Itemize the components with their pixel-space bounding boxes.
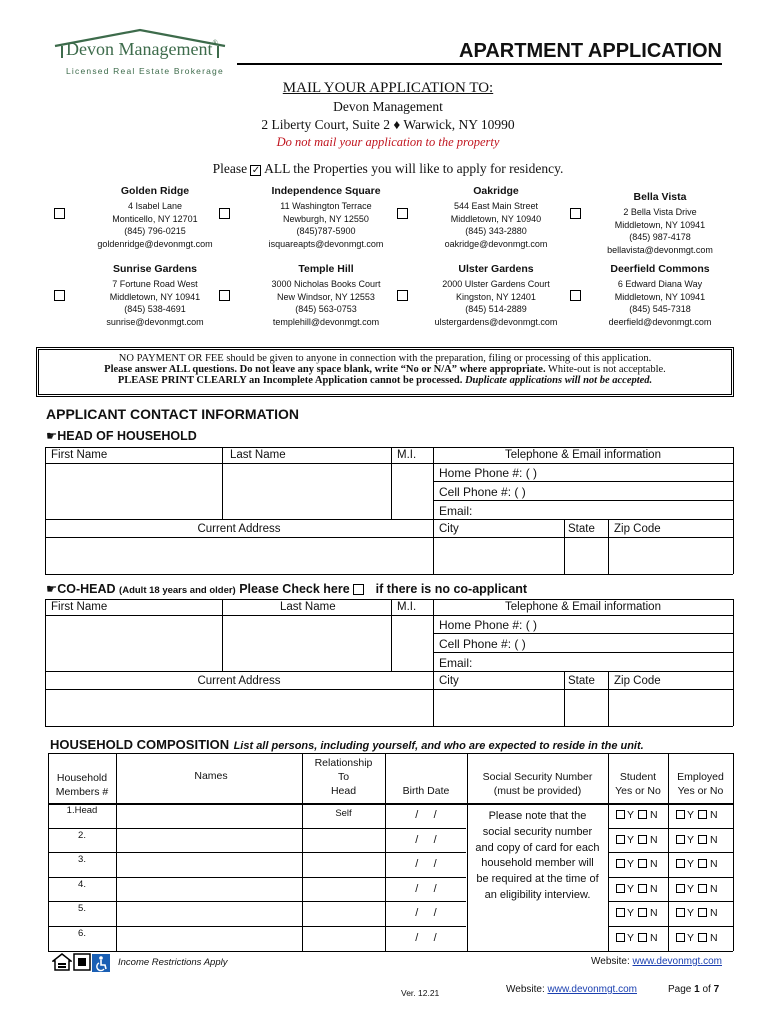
yes-label: Y (687, 932, 695, 944)
member-number: 2. (78, 829, 86, 841)
table-rule (608, 828, 733, 829)
form-rule (433, 519, 733, 520)
property-checkbox-3[interactable] (397, 208, 408, 219)
footer-website-top: Website: www.devonmgt.com (591, 956, 722, 967)
property-detail: 3000 Nicholas Books Court (271, 279, 381, 289)
property-checkbox-2[interactable] (219, 208, 230, 219)
birth-date-cell[interactable]: / / (415, 907, 437, 920)
property-name: Ulster Gardens (458, 263, 534, 275)
email-label: Email: (439, 656, 473, 670)
property-card (416, 185, 576, 250)
realtor-icon (73, 952, 91, 972)
yes-label: Y (687, 809, 695, 821)
table-rule (608, 852, 733, 853)
city-label: City (439, 675, 459, 687)
employed-no-checkbox[interactable] (698, 835, 707, 844)
yes-label: Y (627, 809, 635, 821)
table-rule (48, 753, 733, 754)
mi-label: M.I. (397, 601, 417, 613)
birth-date-cell[interactable]: / / (415, 932, 437, 944)
property-detail: ulstergardens@devonmgt.com (434, 316, 558, 327)
yes-label: Y (687, 858, 695, 871)
page-number: Page 1 of 7 (668, 984, 720, 995)
student-yes-checkbox[interactable] (616, 908, 625, 917)
property-detail: Kingston, NY 12401 (456, 291, 536, 302)
relationship-cell[interactable]: Self (335, 808, 352, 819)
property-name: Independence Square (271, 185, 381, 197)
employed-yes-no (676, 834, 718, 846)
col-member-header: Members # (55, 786, 109, 798)
form-rule (45, 726, 733, 727)
student-yes-checkbox[interactable] (616, 933, 625, 942)
property-name: Deerfield Commons (610, 263, 710, 275)
member-name-input[interactable] (117, 927, 302, 950)
col-student-header: Student (619, 771, 657, 783)
household-heading-line: HOUSEHOLD COMPOSITION List all persons, including yourself, and who are expected to reside in the unit. (50, 737, 644, 752)
employed-no-checkbox[interactable] (698, 859, 707, 868)
col-member-header: Household (56, 772, 108, 784)
mail-warning: Do not mail your application to the property (276, 135, 500, 149)
notice-line-3: PLEASE PRINT CLEARLY an Incomplete Application cannot be processed. Duplicate applications will not be accepted. (117, 375, 653, 386)
property-checkbox-5[interactable] (54, 290, 65, 301)
employed-no-checkbox[interactable] (698, 933, 707, 942)
ssn-note: Please note that the social security number and copy of card for each household member will be required at the time of an eligibility interview. (475, 810, 600, 901)
col-ssn-header: Social Security Number (482, 771, 593, 783)
property-card (416, 263, 576, 328)
logo-tagline: Licensed Real Estate Brokerage (66, 66, 224, 76)
property-checkbox-7[interactable] (397, 290, 408, 301)
col-relationship-header: To (337, 771, 350, 783)
website-link[interactable]: www.devonmgt.com (547, 984, 637, 995)
hoh-address-input[interactable] (46, 538, 433, 574)
member-number: 5. (78, 903, 86, 915)
col-ssn-header: (must be provided) (493, 785, 582, 797)
tel-email-label: Telephone & Email information (505, 449, 661, 461)
col-employed-header: Yes or No (677, 785, 724, 797)
property-detail: (845) 538-4691 (124, 304, 186, 314)
website-link[interactable]: www.devonmgt.com (632, 956, 722, 967)
student-yes-no (616, 809, 658, 821)
applicant-heading: APPLICANT CONTACT INFORMATION (46, 406, 300, 422)
table-rule (48, 951, 733, 952)
pointing-hand-icon: ☛ (46, 429, 58, 443)
property-detail: templehill@devonmgt.com (272, 316, 380, 327)
property-detail: 4 Isabel Lane (127, 201, 183, 211)
hoh-state-input[interactable] (565, 538, 608, 574)
employed-yes-checkbox[interactable] (676, 810, 685, 819)
cohead-first-name-input[interactable] (46, 616, 222, 671)
student-no-checkbox[interactable] (638, 884, 647, 893)
member-name-input[interactable] (117, 829, 302, 852)
student-no-checkbox[interactable] (638, 810, 647, 819)
income-restrictions: Income Restrictions Apply (118, 957, 228, 968)
cell-phone-label: Cell Phone #: ( ) (439, 637, 526, 651)
last-name-label: Last Name (230, 449, 286, 461)
hoh-mi-input[interactable] (392, 464, 433, 519)
mail-company: Devon Management (333, 99, 443, 114)
student-no-checkbox[interactable] (638, 908, 647, 917)
logo (50, 28, 230, 80)
student-no-checkbox[interactable] (638, 933, 647, 942)
student-yes-no (616, 932, 658, 944)
property-detail: 7 Fortune Road West (112, 279, 198, 289)
hoh-last-name-input[interactable] (223, 464, 391, 519)
form-rule (733, 599, 734, 726)
property-detail: (845) 545-7318 (629, 304, 691, 314)
form-rule (433, 481, 733, 482)
property-detail: isquareapts@devonmgt.com (268, 238, 384, 249)
current-address-label: Current Address (197, 675, 281, 687)
yes-label: Y (627, 833, 635, 846)
property-detail: 6 Edward Diana Way (617, 279, 703, 289)
no-label: N (650, 932, 658, 944)
col-relationship-header: Head (330, 785, 357, 797)
property-detail: (845)787-5900 (296, 226, 356, 236)
property-detail: (845) 514-2889 (465, 304, 527, 314)
col-student-header: Yes or No (615, 785, 661, 797)
mail-address: 2 Liberty Court, Suite 2 ♦ Warwick, NY 10990 (261, 117, 515, 132)
property-detail: 544 East Main Street (453, 201, 539, 211)
property-detail: oakridge@devonmgt.com (444, 238, 548, 249)
property-name: Bella Vista (633, 191, 687, 203)
student-yes-checkbox[interactable] (616, 835, 625, 844)
birth-date-cell[interactable]: / / (415, 882, 437, 895)
form-rule (45, 671, 433, 672)
hoh-city-input[interactable] (434, 538, 564, 574)
no-label: N (710, 907, 718, 920)
form-rule (433, 500, 733, 501)
member-name-input[interactable] (117, 853, 302, 876)
student-no-checkbox[interactable] (638, 835, 647, 844)
property-detail: (845) 343-2880 (465, 226, 527, 236)
property-name: Golden Ridge (120, 185, 190, 197)
col-birth-header: Birth Date (402, 785, 450, 797)
hoh-first-name-input[interactable] (46, 464, 222, 519)
birth-date-cell[interactable]: / / (415, 833, 437, 846)
property-detail: 2000 Ulster Gardens Court (442, 279, 550, 289)
hoh-zip-input[interactable] (609, 538, 733, 574)
member-number: 6. (78, 928, 86, 939)
property-detail: 11 Washington Terrace (280, 201, 372, 211)
cohead-address-input[interactable] (46, 690, 433, 726)
property-card (80, 185, 230, 250)
property-detail: (845) 987-4178 (629, 232, 691, 242)
checked-box-icon: ✓ (251, 165, 261, 176)
form-rule (733, 447, 734, 574)
property-detail: Middletown, NY 10941 (109, 291, 201, 302)
member-name-input[interactable] (117, 804, 302, 827)
employed-no-checkbox[interactable] (698, 884, 707, 893)
email-label: Email: (439, 504, 473, 518)
mail-heading: MAIL YOUR APPLICATION TO: (282, 80, 494, 96)
no-label: N (650, 833, 658, 846)
zip-label: Zip Code (614, 523, 661, 535)
equal-housing-icon (52, 952, 72, 972)
student-yes-checkbox[interactable] (616, 884, 625, 893)
cohead-zip-input[interactable] (609, 690, 733, 726)
table-rule (733, 753, 734, 951)
hoh-heading: ☛HEAD OF HOUSEHOLD (46, 429, 197, 443)
no-label: N (650, 907, 658, 920)
table-rule (608, 877, 733, 878)
employed-yes-no (676, 883, 718, 895)
property-checkbox-6[interactable] (219, 290, 230, 301)
form-rule (45, 447, 733, 448)
property-card (246, 263, 406, 328)
employed-yes-no (676, 809, 718, 821)
employed-yes-checkbox[interactable] (676, 908, 685, 917)
no-label: N (650, 809, 658, 821)
pointing-hand-icon: ☛ (46, 582, 58, 596)
property-name: Oakridge (473, 185, 519, 197)
cohead-heading: ☛CO-HEAD (Adult 18 years and older) Please Check here if there is no co-applicant (46, 582, 528, 596)
city-label: City (439, 523, 459, 535)
last-name-label: Last Name (280, 601, 336, 613)
employed-yes-checkbox[interactable] (676, 933, 685, 942)
home-phone-label: Home Phone #: ( ) (439, 466, 538, 480)
yes-label: Y (627, 882, 635, 895)
form-rule (433, 633, 733, 634)
student-yes-no (616, 834, 658, 846)
col-employed-header: Employed (677, 771, 724, 783)
version: Ver. 12.21 (401, 988, 440, 998)
logo-name: Devon Management® (66, 39, 218, 59)
birth-date-cell[interactable]: / / (415, 809, 437, 821)
form-rule (45, 519, 433, 520)
cell-phone-label: Cell Phone #: ( ) (439, 485, 526, 499)
student-yes-no (616, 907, 658, 919)
property-detail: Middletown, NY 10941 (614, 291, 706, 302)
property-detail: Newburgh, NY 12550 (283, 213, 369, 224)
no-coapplicant-checkbox[interactable] (353, 584, 364, 595)
cohead-city-input[interactable] (434, 690, 564, 726)
accessibility-icon (92, 954, 110, 972)
current-address-label: Current Address (197, 523, 281, 535)
property-detail: Monticello, NY 12701 (112, 213, 198, 224)
property-card (80, 263, 230, 328)
no-label: N (650, 882, 658, 895)
zip-label: Zip Code (614, 675, 661, 687)
member-name-input[interactable] (117, 902, 302, 925)
no-label: N (710, 809, 718, 821)
property-detail: bellavista@devonmgt.com (607, 244, 713, 255)
student-yes-no (616, 883, 658, 895)
property-detail: Middletown, NY 10941 (614, 219, 706, 230)
yes-label: Y (687, 882, 695, 895)
title-rule (237, 63, 722, 65)
form-rule (433, 652, 733, 653)
property-detail: deerfield@devonmgt.com (608, 316, 712, 327)
please-check-line: Please ✓ ALL the Properties you will like to apply for residency. (212, 161, 564, 176)
no-label: N (710, 833, 718, 846)
form-rule (45, 574, 733, 575)
tel-email-label: Telephone & Email information (505, 601, 661, 613)
no-label: N (650, 858, 658, 871)
student-no-checkbox[interactable] (638, 859, 647, 868)
property-detail: Middletown, NY 10940 (450, 213, 542, 224)
yes-label: Y (627, 858, 635, 871)
notice-line-2: Please answer ALL questions. Do not leave any space blank, write “No or N/A” where appropriate. White-out is not acceptable. (104, 364, 666, 375)
table-rule (608, 926, 733, 927)
mi-label: M.I. (397, 449, 417, 461)
no-label: N (710, 932, 718, 944)
property-card (590, 191, 730, 256)
student-yes-checkbox[interactable] (616, 810, 625, 819)
property-checkbox-4[interactable] (570, 208, 581, 219)
cohead-state-input[interactable] (565, 690, 608, 726)
notice-line-1: NO PAYMENT OR FEE should be given to anyone in connection with the preparation, filing or processing of this application. (118, 353, 652, 364)
member-number: 4. (78, 878, 86, 890)
employed-no-checkbox[interactable] (698, 908, 707, 917)
employed-no-checkbox[interactable] (698, 810, 707, 819)
property-card (246, 185, 406, 250)
member-number: 3. (78, 854, 86, 866)
property-detail: (845) 796-0215 (124, 226, 186, 236)
home-phone-label: Home Phone #: ( ) (439, 618, 538, 632)
employed-yes-checkbox[interactable] (676, 884, 685, 893)
property-detail: sunrise@devonmgt.com (106, 316, 204, 327)
property-name: Sunrise Gardens (112, 263, 198, 275)
property-detail: New Windsor, NY 12553 (277, 291, 375, 302)
property-detail: 2 Bella Vista Drive (623, 207, 697, 217)
yes-label: Y (687, 833, 695, 846)
yes-label: Y (687, 907, 695, 920)
form-rule (45, 599, 733, 600)
no-label: N (710, 858, 718, 871)
first-name-label: First Name (51, 601, 108, 613)
employed-yes-no (676, 907, 718, 919)
student-yes-no (616, 858, 658, 870)
student-yes-checkbox[interactable] (616, 859, 625, 868)
footer-website-bottom: Website: www.devonmgt.com (506, 984, 637, 995)
employed-yes-checkbox[interactable] (676, 835, 685, 844)
state-label: State (568, 675, 595, 687)
property-detail: goldenridge@devonmgt.com (97, 238, 213, 249)
member-name-input[interactable] (117, 878, 302, 901)
property-card (590, 263, 730, 328)
page-title: APARTMENT APPLICATION (459, 40, 722, 62)
birth-date-cell[interactable]: / / (415, 858, 437, 871)
col-names-header: Names (194, 770, 228, 782)
form-rule (433, 671, 733, 672)
property-name: Temple Hill (298, 263, 354, 275)
first-name-label: First Name (51, 449, 108, 461)
no-label: N (710, 882, 718, 895)
yes-label: Y (627, 932, 635, 944)
employed-yes-no (676, 932, 718, 944)
cohead-last-name-input[interactable] (223, 616, 391, 671)
table-rule (608, 901, 733, 902)
employed-yes-checkbox[interactable] (676, 859, 685, 868)
yes-label: Y (627, 907, 635, 920)
property-detail: (845) 563-0753 (295, 304, 357, 314)
property-checkbox-8[interactable] (570, 290, 581, 301)
employed-yes-no (676, 858, 718, 870)
property-checkbox-1[interactable] (54, 208, 65, 219)
cohead-mi-input[interactable] (392, 616, 433, 671)
notice-box (36, 347, 734, 397)
state-label: State (568, 523, 595, 535)
member-number: 1.Head (66, 805, 98, 816)
col-relationship-header: Relationship (314, 757, 373, 769)
